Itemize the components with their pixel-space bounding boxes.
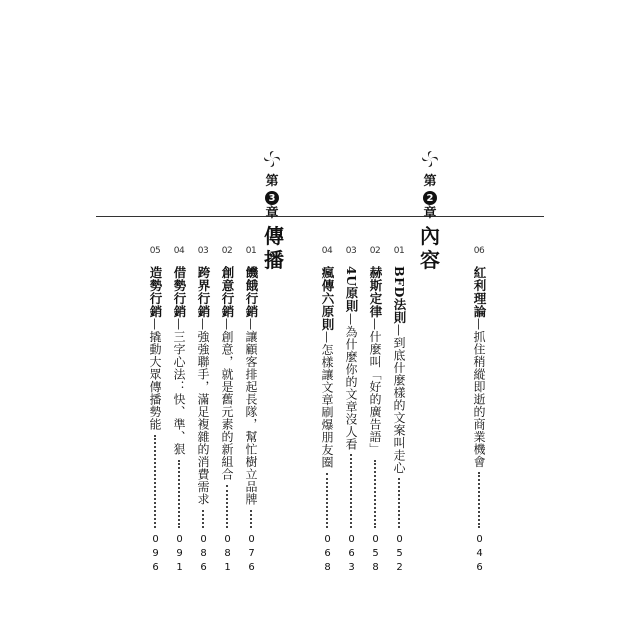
entry-page-number: 046 bbox=[474, 534, 485, 576]
toc-entry[interactable] bbox=[318, 246, 336, 576]
entry-page-number: 096 bbox=[150, 534, 161, 576]
entry-index: 04 bbox=[321, 246, 333, 256]
entry-subtitle: —撬動大眾傳播勢能 bbox=[148, 318, 162, 431]
entry-subtitle: —強強聯手，滿足複雜的消費需求 bbox=[196, 318, 210, 506]
toc-entry[interactable] bbox=[342, 246, 360, 576]
toc-entry[interactable] bbox=[470, 246, 488, 576]
chapter-2-title: 內容 bbox=[420, 224, 440, 272]
entry-title: 紅利理論 bbox=[472, 266, 487, 318]
dot-leader bbox=[350, 454, 352, 528]
entry-index: 06 bbox=[473, 246, 485, 256]
entry-subtitle: —怎樣讓文章刷爆朋友圈 bbox=[320, 331, 334, 469]
toc-entry[interactable] bbox=[170, 246, 188, 576]
chapter-3-title: 傳播 bbox=[264, 224, 284, 272]
chapter-number-badge: 3 bbox=[265, 191, 279, 205]
dot-leader bbox=[374, 460, 376, 529]
entry-title: 造勢行銷 bbox=[148, 266, 163, 318]
dot-leader bbox=[250, 510, 252, 529]
toc-entry[interactable] bbox=[146, 246, 164, 576]
chapter-prefix: 第 bbox=[265, 174, 279, 189]
entry-title: 跨界行銷 bbox=[196, 266, 211, 318]
toc-entry[interactable] bbox=[390, 246, 408, 576]
chapter-3-label bbox=[261, 148, 283, 221]
chapter-2-label bbox=[419, 148, 441, 221]
entry-title: 創意行銷 bbox=[220, 266, 235, 318]
toc-entry[interactable] bbox=[366, 246, 384, 576]
entry-index: 03 bbox=[345, 246, 357, 256]
entry-title: 瘋傳六原則 bbox=[320, 266, 335, 331]
entry-page-number: 076 bbox=[246, 534, 257, 576]
dot-leader bbox=[178, 460, 180, 529]
pinwheel-ornament-icon bbox=[261, 148, 283, 170]
entry-subtitle: —為什麼你的文章沒人看 bbox=[344, 312, 358, 451]
toc-entry[interactable] bbox=[218, 246, 236, 576]
toc-entry[interactable] bbox=[242, 246, 260, 576]
chapter-suffix: 章 bbox=[423, 206, 437, 221]
entry-title: BFD法則 bbox=[392, 266, 407, 324]
entry-subtitle: —三字心法：快、準、狠 bbox=[172, 318, 186, 456]
entry-subtitle: —創意，就是舊元素的新組合 bbox=[220, 318, 234, 481]
entry-index: 02 bbox=[369, 246, 381, 256]
chapter-number-badge: 2 bbox=[423, 191, 437, 205]
entry-index: 01 bbox=[245, 246, 257, 256]
entry-page-number: 063 bbox=[346, 534, 357, 576]
entry-page-number: 058 bbox=[370, 534, 381, 576]
pinwheel-ornament-icon bbox=[419, 148, 441, 170]
entry-index: 01 bbox=[393, 246, 405, 256]
entry-page-number: 068 bbox=[322, 534, 333, 576]
dot-leader bbox=[202, 510, 204, 529]
entry-title: 饑餓行銷 bbox=[244, 266, 259, 318]
toc-entry[interactable] bbox=[194, 246, 212, 576]
entry-page-number: 052 bbox=[394, 534, 405, 576]
entry-subtitle: —抓住稍縱即逝的商業機會 bbox=[472, 318, 486, 468]
entry-subtitle: —什麼叫「好的廣告語」 bbox=[368, 318, 382, 456]
entry-page-number: 086 bbox=[198, 534, 209, 576]
entry-index: 05 bbox=[149, 246, 161, 256]
entry-title: 4U原則 bbox=[344, 266, 359, 313]
entry-index: 02 bbox=[221, 246, 233, 256]
dot-leader bbox=[154, 435, 156, 529]
divider-rule bbox=[96, 216, 544, 217]
dot-leader bbox=[326, 473, 328, 529]
entry-title: 赫斯定律 bbox=[368, 266, 383, 318]
entry-subtitle: —到底什麼樣的文案叫走心 bbox=[392, 323, 406, 474]
entry-subtitle: —讓顧客排起長隊，幫忙樹立品牌 bbox=[244, 318, 258, 506]
dot-leader bbox=[478, 472, 480, 528]
chapter-prefix: 第 bbox=[423, 174, 437, 189]
entry-page-number: 081 bbox=[222, 534, 233, 576]
entry-index: 03 bbox=[197, 246, 209, 256]
entry-page-number: 091 bbox=[174, 534, 185, 576]
entry-index: 04 bbox=[173, 246, 185, 256]
chapter-suffix: 章 bbox=[265, 206, 279, 221]
dot-leader bbox=[398, 478, 400, 528]
dot-leader bbox=[226, 485, 228, 529]
entry-title: 借勢行銷 bbox=[172, 266, 187, 318]
